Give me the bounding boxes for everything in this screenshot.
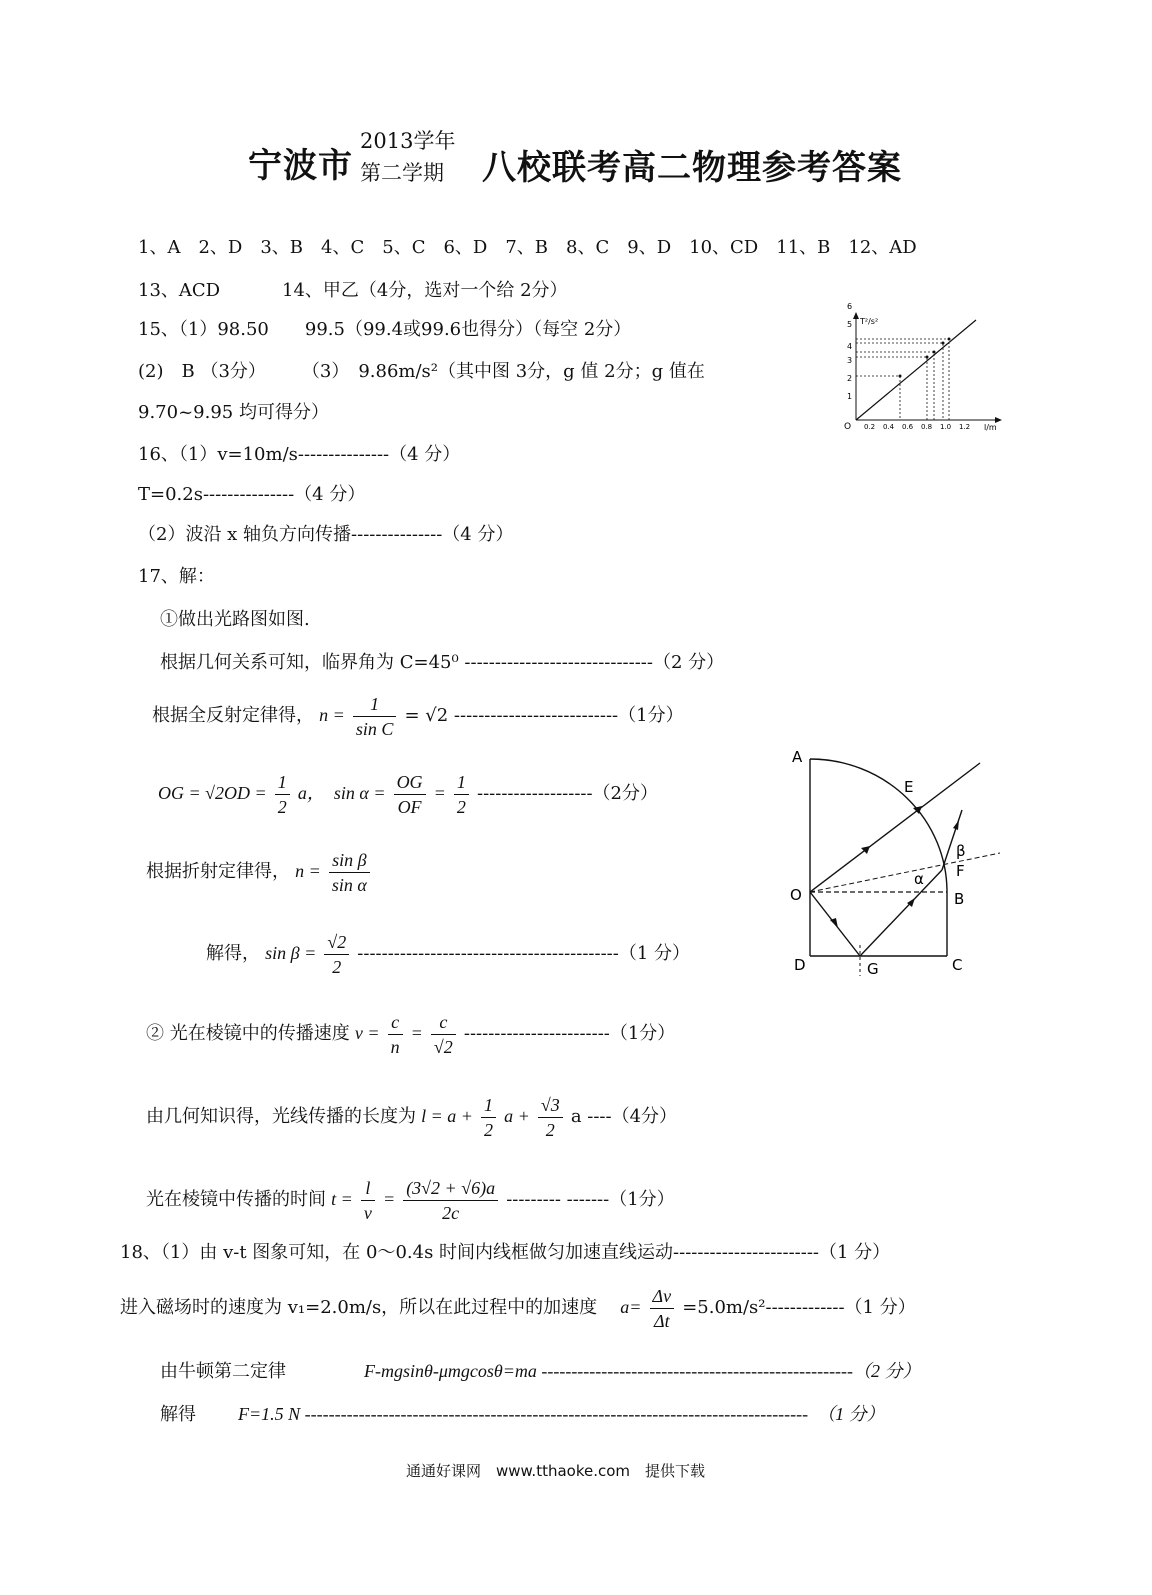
og-part-c: =	[433, 783, 446, 803]
fraction-2	[403, 1176, 498, 1225]
x-axis-label: l/m	[984, 423, 997, 432]
ray-GF	[860, 870, 942, 956]
y-tick-5: 5	[847, 320, 853, 329]
numerator: sin β	[329, 848, 370, 873]
denominator: n	[390, 1037, 400, 1057]
rhs: -------------------------------------------（1 分）	[357, 943, 690, 964]
denominator: 2	[277, 797, 287, 817]
og-part-d: -------------------（2分）	[477, 783, 659, 804]
equation-time	[146, 1176, 675, 1225]
denominator: 2	[456, 797, 466, 817]
numerator: 1	[454, 770, 469, 795]
label: ② 光在棱镜中的传播速度	[146, 1023, 350, 1044]
y-tick-2: 2	[847, 374, 853, 383]
numerator: √2	[324, 930, 349, 955]
denominator: OF	[397, 797, 422, 817]
denominator: v	[363, 1203, 372, 1223]
equation-refraction	[146, 848, 373, 897]
point	[926, 356, 929, 359]
title-year: 2013学年	[360, 129, 456, 153]
answer-line-1: 1、A 2、D 3、B 4、C 5、C 6、D 7、B 8、C 9、D 10、CD 11、B 12、AD	[138, 237, 917, 258]
equals: =	[410, 1023, 423, 1043]
fraction-1	[361, 1176, 375, 1225]
title-term: 第二学期	[360, 161, 444, 185]
equation-og	[158, 770, 658, 819]
y-arrow	[853, 312, 859, 319]
label-E: E	[904, 778, 914, 796]
answer-17-step2: 根据几何关系可知，临界角为 C=45⁰ -------------------------------（2 分）	[160, 652, 725, 673]
lhs: sin β =	[265, 943, 317, 963]
rhs: a ----（4分）	[570, 1106, 678, 1127]
lhs: v =	[354, 1023, 380, 1043]
x-tick-0.6: 0.6	[902, 423, 914, 431]
answer-16-2: T=0.2s---------------（4 分）	[138, 484, 366, 505]
answer-18-3b: F-mgsinθ-μmgcosθ=ma ----------------------------------------------------（2 分）	[364, 1361, 921, 1381]
point	[942, 342, 945, 345]
fraction-2	[431, 1010, 456, 1059]
fraction-1	[275, 770, 290, 819]
x-tick-0.8: 0.8	[921, 423, 933, 431]
guide-2	[856, 376, 900, 420]
denominator: Δt	[654, 1311, 670, 1331]
text-b: =5.0m/s²-------------（1 分）	[682, 1297, 916, 1318]
x-tick-1.0: 1.0	[940, 423, 952, 431]
origin-label: O	[844, 422, 852, 432]
equals: =	[382, 1189, 396, 1209]
x-tick-labels	[864, 423, 970, 431]
denominator: 2c	[442, 1203, 460, 1223]
denominator: sin α	[331, 875, 367, 895]
label: 解得，	[206, 943, 260, 964]
answer-18-1: 18、（1）由 v-t 图象可知，在 0～0.4s 时间内线框做匀加速直线运动------------------------（1 分）	[120, 1242, 891, 1263]
numerator: c	[388, 1010, 403, 1035]
lhs: n =	[319, 705, 345, 725]
label: 光在棱镜中传播的时间	[146, 1189, 326, 1210]
denominator: 2	[332, 957, 342, 977]
point	[899, 375, 902, 378]
point	[933, 351, 936, 354]
numerator: 1	[275, 770, 290, 795]
fit-line	[856, 320, 976, 420]
denominator: 2	[545, 1120, 555, 1140]
y-tick-labels	[847, 302, 852, 401]
fraction-2	[538, 1093, 563, 1142]
answer-14: 14、甲乙（4分，选对一个给 2分）	[282, 280, 568, 301]
numerator: √3	[538, 1093, 563, 1118]
denominator: √2	[433, 1037, 453, 1057]
answer-13: 13、ACD	[138, 280, 221, 301]
label-alpha: α	[914, 870, 924, 888]
lhs: n =	[295, 861, 321, 881]
answer-18-4a: 解得	[160, 1404, 196, 1425]
x-tick-0.2: 0.2	[864, 423, 876, 431]
label-C: C	[952, 956, 963, 974]
label-O: O	[790, 886, 802, 904]
lhs: t =	[331, 1189, 353, 1209]
lhs: a=	[620, 1297, 642, 1317]
y-tick-3: 3	[847, 356, 853, 365]
label: 根据折射定律得，	[146, 861, 290, 882]
numerator: (3√2 + √6)a	[403, 1176, 498, 1201]
rhs: ------------------------（1分）	[463, 1023, 676, 1044]
denominator: 2	[483, 1120, 493, 1140]
answer-17-head: 17、解：	[138, 566, 215, 587]
answer-18-4b: F=1.5 N ------------------------------------------------------------------------------------ （1 分）	[238, 1404, 885, 1424]
numerator: l	[361, 1176, 375, 1201]
fraction	[650, 1284, 675, 1333]
y-axis-label: T²/s²	[860, 317, 879, 326]
numerator: 1	[353, 692, 397, 717]
label-beta: β	[956, 842, 966, 860]
fraction-2	[394, 770, 426, 819]
fraction-1	[388, 1010, 403, 1059]
point	[948, 338, 951, 341]
denominator: sin C	[355, 719, 394, 739]
answer-15-1: 15、（1）98.50 99.5（99.4或99.6也得分）（每空 2分）	[138, 319, 632, 340]
og-part-a: OG = √2OD =	[158, 783, 267, 803]
fraction-1	[481, 1093, 496, 1142]
y-tick-4: 4	[847, 342, 853, 351]
title-city: 宁波市	[248, 146, 353, 186]
label-G: G	[867, 960, 879, 978]
numerator: Δv	[650, 1284, 675, 1309]
answer-16-3: （2）波沿 x 轴负方向传播---------------（4 分）	[138, 524, 514, 545]
fraction	[353, 692, 397, 741]
numerator: 1	[481, 1093, 496, 1118]
rhs: --------- -------（1分）	[506, 1189, 675, 1210]
lhs: l = a +	[421, 1106, 473, 1126]
footer-credit: 通通好课网 www.tthaoke.com 提供下载	[406, 1462, 706, 1480]
rhs: = √2 ---------------------------（1分）	[404, 705, 684, 726]
label: 根据全反射定律得，	[152, 705, 314, 726]
label: 由几何知识得，光线传播的长度为	[146, 1106, 416, 1127]
arc-AB	[810, 759, 947, 892]
answer-17-step1: ①做出光路图如图.	[160, 609, 310, 630]
title-rest: 八校联考高二物理参考答案	[482, 148, 902, 188]
fraction-3	[454, 770, 469, 819]
label-A: A	[792, 748, 803, 766]
y-tick-1: 1	[847, 392, 853, 401]
fraction	[329, 848, 370, 897]
middle: a +	[504, 1106, 530, 1126]
og-part-b: a， sin α =	[297, 783, 386, 803]
answer-15-2: (2) B （3分） （3） 9.86m/s²（其中图 3分，g 值 2分；g 值在	[138, 361, 705, 382]
answer-16-1: 16、（1）v=10m/s---------------（4 分）	[138, 444, 461, 465]
prism-figure	[782, 740, 1012, 990]
label-F: F	[956, 862, 965, 880]
answer-18-3a: 由牛顿第二定律	[160, 1361, 286, 1382]
label-B: B	[954, 890, 965, 908]
equation-speed	[146, 1010, 675, 1059]
numerator: OG	[394, 770, 426, 795]
x-tick-0.4: 0.4	[883, 423, 895, 431]
x-tick-1.2: 1.2	[959, 423, 971, 431]
t2-l-graph	[836, 302, 1006, 432]
answer-15-3: 9.70~9.95 均可得分）	[138, 402, 329, 423]
equation-total-reflection	[152, 692, 684, 741]
label-D: D	[794, 956, 806, 974]
equation-length	[146, 1093, 677, 1142]
fraction	[324, 930, 349, 979]
text-a: 进入磁场时的速度为 v₁=2.0m/s，所以在此过程中的加速度	[120, 1297, 598, 1318]
answer-18-2	[120, 1284, 916, 1333]
numerator: c	[431, 1010, 456, 1035]
y-tick-6: 6	[847, 302, 853, 311]
arrow-exit	[953, 820, 959, 830]
normal-line	[810, 853, 1000, 892]
equation-sin-beta	[206, 930, 690, 979]
